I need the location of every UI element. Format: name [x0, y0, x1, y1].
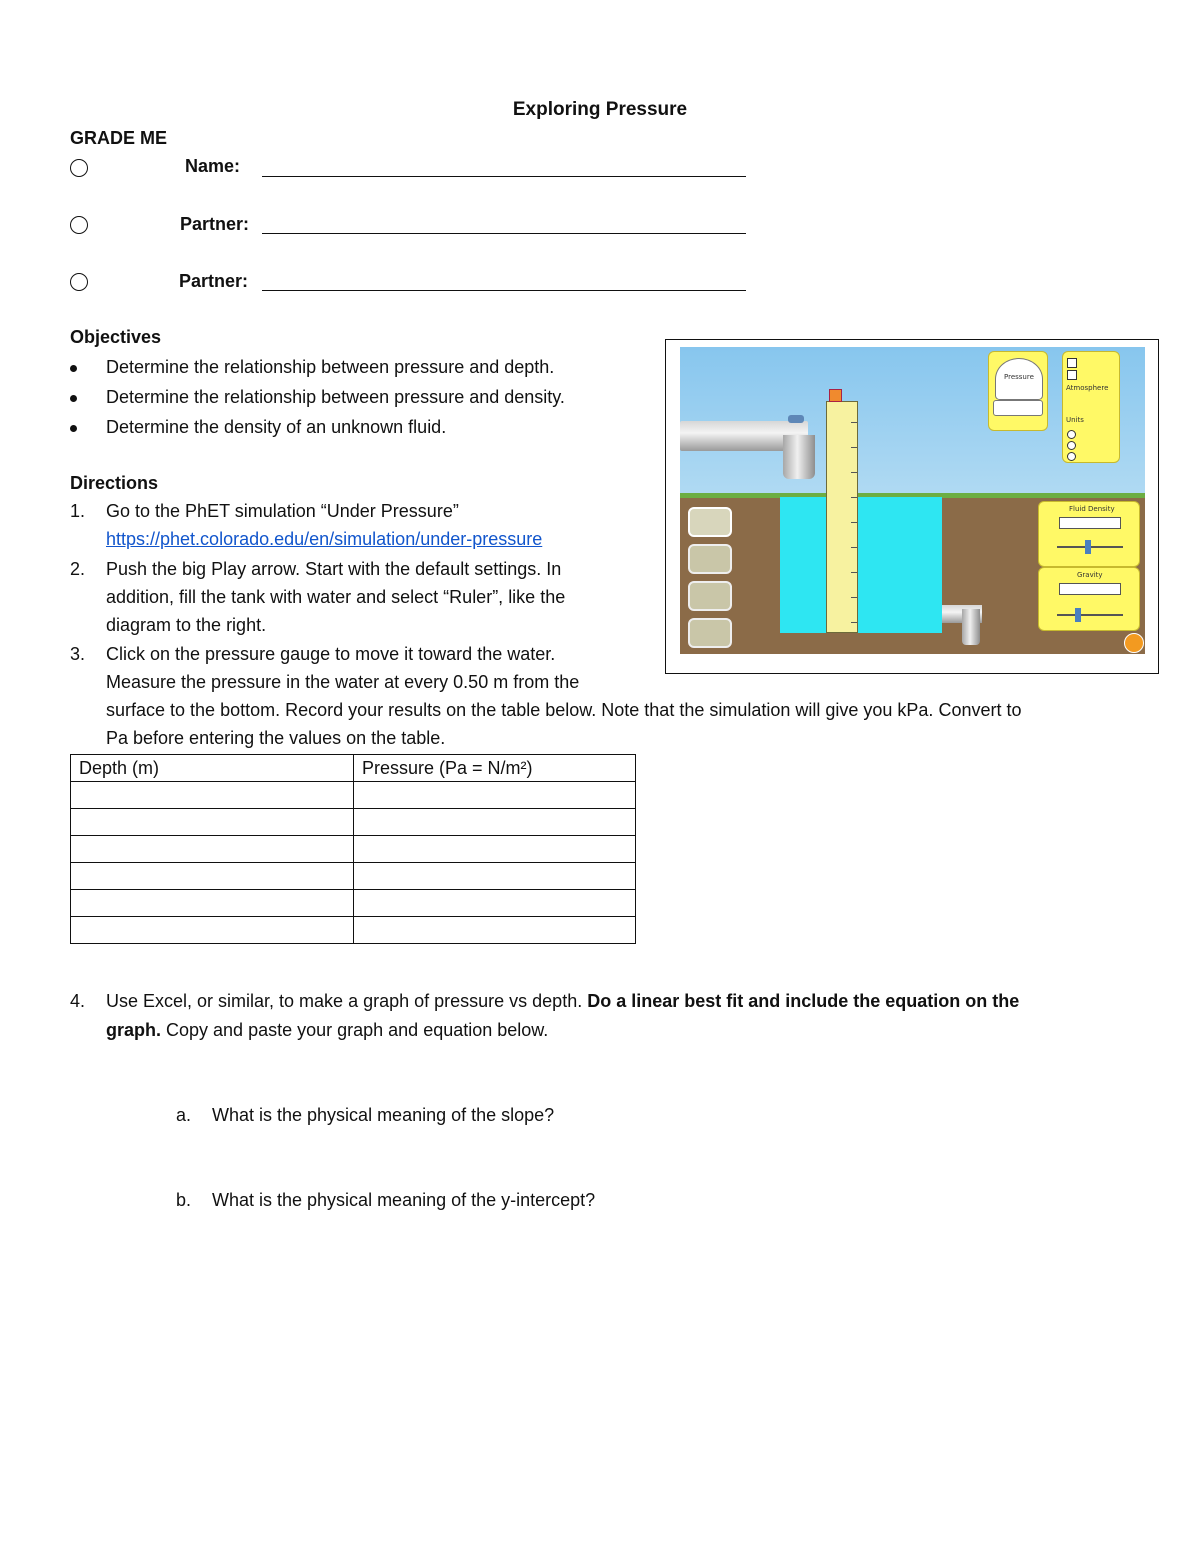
depth-cell[interactable] — [71, 890, 354, 917]
scene-2-button — [688, 544, 732, 574]
step-3-line: Measure the pressure in the water at every 0.50 m from the — [106, 672, 580, 692]
name-label: Name: — [185, 156, 241, 176]
step-3-line: Click on the pressure gauge to move it toward the water. — [106, 644, 556, 664]
step-2-line: addition, fill the tank with water and select “Ruler”, like the — [106, 587, 566, 607]
pressure-cell[interactable] — [354, 863, 636, 890]
radio-icon — [1067, 441, 1076, 450]
table-row — [71, 809, 636, 836]
control-panel — [1062, 351, 1120, 463]
step-number: 2. — [70, 559, 86, 579]
depth-header: Depth (m) — [71, 755, 354, 782]
data-table — [70, 754, 636, 944]
ruler-tick — [851, 447, 857, 448]
outlet-faucet — [962, 609, 980, 645]
ruler-tick — [851, 572, 857, 573]
gauge-label: Pressure — [1004, 373, 1034, 381]
scene-3-button — [688, 581, 732, 611]
question-b: What is the physical meaning of the y-intercept? — [212, 1190, 596, 1210]
scene-1-button — [688, 507, 732, 537]
density-value-box — [1059, 517, 1121, 529]
step-number: 4. — [70, 991, 86, 1011]
directions-heading: Directions — [70, 473, 159, 493]
ruler-tick — [851, 597, 857, 598]
step-3-line: surface to the bottom. Record your results on the table below. Note that the simulation will give you kPa. Convert to — [106, 700, 1022, 720]
gravity-panel — [1038, 567, 1140, 631]
grade-radio-partner-1[interactable] — [70, 216, 88, 234]
density-slider-thumb — [1085, 540, 1091, 554]
water-tank — [780, 497, 942, 633]
units-label: Units — [1066, 416, 1084, 424]
pressure-header: Pressure (Pa = N/m²) — [354, 755, 636, 782]
ruler-tick — [851, 522, 857, 523]
pressure-cell[interactable] — [354, 809, 636, 836]
depth-cell[interactable] — [71, 863, 354, 890]
gravity-label: Gravity — [1077, 571, 1103, 579]
close-icon — [829, 389, 842, 402]
step-2-line: Push the big Play arrow. Start with the default settings. In — [106, 559, 562, 579]
radio-icon — [1067, 430, 1076, 439]
gravity-slider-thumb — [1075, 608, 1081, 622]
table-header-row — [71, 755, 636, 782]
name-field[interactable] — [262, 176, 746, 177]
table-row — [71, 836, 636, 863]
phet-link[interactable]: https://phet.colorado.edu/en/simulation/under-pressure — [106, 529, 543, 549]
bullet-icon — [70, 425, 77, 432]
grade-me-label: GRADE ME — [70, 128, 168, 148]
bullet-icon — [70, 365, 77, 372]
step-4-line-2: graph. Copy and paste your graph and equation below. — [106, 1020, 549, 1040]
reset-icon — [1124, 633, 1144, 653]
partner-1-field[interactable] — [262, 233, 746, 234]
step-2-line: diagram to the right. — [106, 615, 267, 635]
gravity-value-box — [1059, 583, 1121, 595]
step-3-line: Pa before entering the values on the table. — [106, 728, 446, 748]
question-letter: a. — [176, 1105, 192, 1125]
table-row — [71, 917, 636, 944]
ruler-tick — [851, 422, 857, 423]
partner-2-field[interactable] — [262, 290, 746, 291]
page-title: Exploring Pressure — [512, 99, 688, 120]
step-1-text: Go to the PhET simulation “Under Pressure” — [106, 501, 459, 521]
fluid-density-label: Fluid Density — [1069, 505, 1115, 513]
question-a: What is the physical meaning of the slope? — [212, 1105, 555, 1125]
scene-4-button — [688, 618, 732, 648]
inlet-faucet — [783, 435, 815, 479]
step-4-line-1: Use Excel, or similar, to make a graph of pressure vs depth. Do a linear best fit and include the equation on the — [106, 991, 1020, 1011]
gravity-slider-track — [1057, 614, 1123, 616]
valve-icon — [788, 415, 804, 423]
depth-cell[interactable] — [71, 836, 354, 863]
step-number: 3. — [70, 644, 86, 664]
partner-2-label: Partner: — [179, 271, 249, 291]
depth-cell[interactable] — [71, 782, 354, 809]
pressure-cell[interactable] — [354, 782, 636, 809]
grade-radio-partner-2[interactable] — [70, 273, 88, 291]
fluid-density-panel — [1038, 501, 1140, 567]
step-number: 1. — [70, 501, 86, 521]
table-row — [71, 863, 636, 890]
ruler — [826, 401, 858, 633]
table-row — [71, 890, 636, 917]
grade-radio-name[interactable] — [70, 159, 88, 177]
radio-icon — [1067, 452, 1076, 461]
table-row — [71, 782, 636, 809]
depth-cell[interactable] — [71, 917, 354, 944]
under-pressure-simulation-image — [680, 347, 1145, 654]
pressure-cell[interactable] — [354, 890, 636, 917]
pressure-cell[interactable] — [354, 917, 636, 944]
atmosphere-label: Atmosphere — [1066, 384, 1109, 392]
bullet-icon — [70, 395, 77, 402]
partner-1-label: Partner: — [180, 214, 250, 234]
checkbox-icon — [1067, 358, 1077, 368]
ruler-tick — [851, 472, 857, 473]
objectives-heading: Objectives — [70, 327, 162, 347]
question-letter: b. — [176, 1190, 192, 1210]
checkbox-icon — [1067, 370, 1077, 380]
pressure-gauge-icon — [995, 358, 1043, 400]
ruler-tick — [851, 497, 857, 498]
gauge-readout — [993, 400, 1043, 416]
pressure-cell[interactable] — [354, 836, 636, 863]
pressure-gauge-panel — [988, 351, 1048, 431]
depth-cell[interactable] — [71, 809, 354, 836]
ruler-tick — [851, 547, 857, 548]
ruler-tick — [851, 622, 857, 623]
